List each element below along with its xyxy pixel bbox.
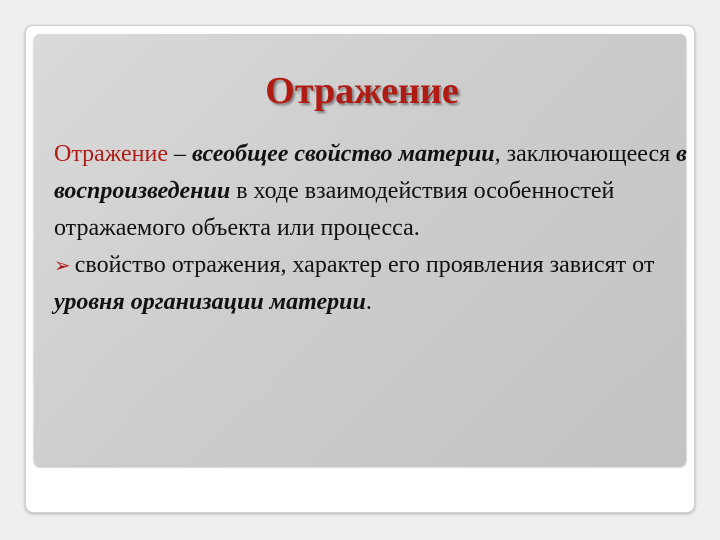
definition-emphasis-1: всеобщее свойство материи xyxy=(192,141,495,167)
slide-title: Отражение xyxy=(265,70,459,112)
arrow-bullet-icon: ➢ xyxy=(54,253,71,277)
definition-text-1: , заключающееся xyxy=(494,141,677,167)
bullet-emphasis: уровня организации материи xyxy=(54,289,366,315)
definition-emphasis-2: в воспроизведении xyxy=(54,141,687,204)
bullet-text-1: свойство отражения, характер его проявления зависят от xyxy=(74,252,655,278)
bullet-text-2: . xyxy=(365,289,372,315)
bullet-paragraph xyxy=(54,247,694,321)
slide-body xyxy=(54,136,694,321)
definition-term: Отражение xyxy=(54,141,169,167)
definition-paragraph xyxy=(54,136,694,247)
definition-dash: – xyxy=(168,141,193,167)
definition-text-2: в ходе взаимодействия особенностей отражаемого объекта или процесса. xyxy=(54,178,615,241)
